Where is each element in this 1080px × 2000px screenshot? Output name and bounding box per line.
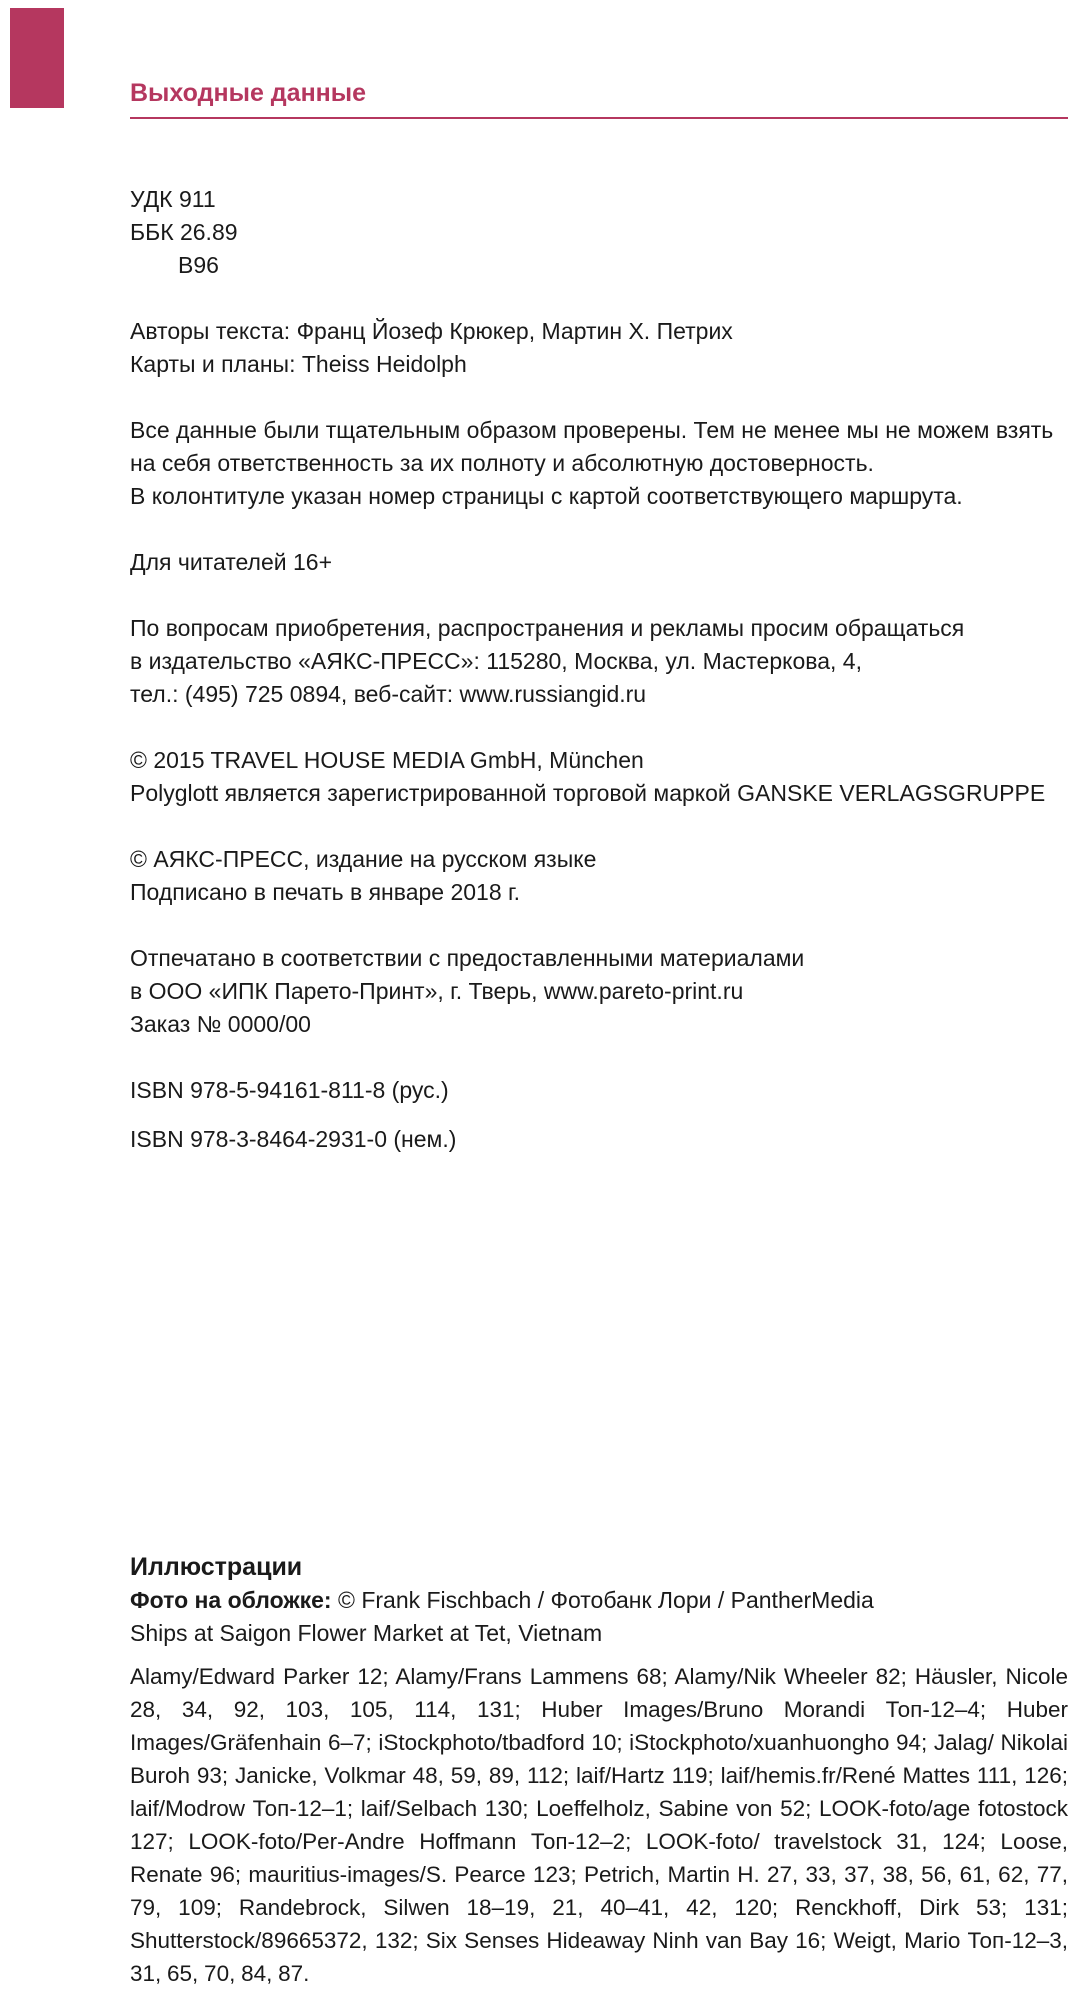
page-title: Выходные данные [130, 79, 367, 107]
cover-photo-line [130, 1584, 1068, 1617]
maps-credit-line: Карты и планы: Theiss Heidolph [130, 351, 467, 377]
page-header [130, 78, 1068, 119]
isbn-russian: ISBN 978-5-94161-811-8 (рус.) [130, 1077, 449, 1103]
isbn-german: ISBN 978-3-8464-2931-0 (нем.) [130, 1126, 457, 1152]
copyright-russian-line-1: © АЯКС-ПРЕСС, издание на русском языке [130, 846, 597, 872]
cover-photo-credit: © Frank Fischbach / Фотобанк Лори / PantherMedia [331, 1587, 874, 1613]
contacts-line-2: в издательство «АЯКС-ПРЕСС»: 115280, Москва, ул. Мастеркова, 4, [130, 648, 862, 674]
cover-photo-caption: Ships at Saigon Flower Market at Tet, Vietnam [130, 1620, 603, 1646]
cover-photo-label: Фото на обложке: [130, 1587, 332, 1613]
printing-line-1: Отпечатано в соответствии с предоставленными материалами [130, 945, 805, 971]
contacts-line-3: тел.: (495) 725 0894, веб-сайт: www.russiangid.ru [130, 681, 647, 707]
copyright-russian-line-2: Подписано в печать в январе 2018 г. [130, 879, 521, 905]
photo-credits: Alamy/Edward Parker 12; Alamy/Frans Lammens 68; Alamy/Nik Wheeler 82; Häusler, Nicole 28, 34, 92, 103, 105, 114, 131; Huber Images/Bruno Morandi Топ-12–4; Huber Images/Gräfenhain 6–7; iStockphoto/tbadford 10; iStockphoto/xuanhuongho 94; Jalag/ Nikolai Buroh 93; Janicke, Volkmar 48, 59, 89, 112; laif/Hartz 119; laif/hemis.fr/René Mattes 111, 126; laif/Modrow Топ-12–1; laif/Selbach 130; Loeffelholz, Sabine von 52; LOOK-foto/age fotostock 127; LOOK-foto/Per-Andre Hoffmann Топ-12–2; LOOK-foto/ travelstock 31, 124; Loose, Renate 96; mauritius-images/S. Pearce 123; Petrich, Martin H. 27, 33, 37, 38, 56, 61, 62, 77, 79, 109; Randebrock, Silwen 18–19, 21, 40–41, 42, 120; Renckhoff, Dirk 53; 131; Shutterstock/89665372, 132; Six Senses Hideaway Ninh van Bay 16; Weigt, Mario Топ-12–3, 31, 65, 70, 84, 87. [130, 1664, 1068, 1986]
disclaimer-line-3: В колонтитуле указан номер страницы с картой соответствующего маршрута. [130, 483, 963, 509]
order-number-line: Заказ № 0000/00 [130, 1011, 311, 1037]
corner-accent-block [10, 8, 64, 108]
imprint-body [130, 183, 1068, 1156]
illustrations-title: Иллюстрации [130, 1553, 303, 1581]
illustrations-section [130, 1550, 1068, 1990]
contacts-line-1: По вопросам приобретения, распространения и рекламы просим обращаться [130, 615, 965, 641]
printing-line-2: в ООО «ИПК Парето-Принт», г. Тверь, www.pareto-print.ru [130, 978, 744, 1004]
bbk-line: ББК 26.89 [130, 219, 238, 245]
age-rating: Для читателей 16+ [130, 549, 333, 575]
text-authors-line: Авторы текста: Франц Йозеф Крюкер, Мартин Х. Петрих [130, 318, 733, 344]
copyright-original-line-2: Polyglott является зарегистрированной торговой маркой GANSKE VERLAGSGRUPPE [130, 780, 1046, 806]
author-code-line: В96 [178, 252, 219, 278]
disclaimer-line-1: Все данные были тщательным образом проверены. Тем не менее мы не можем взять [130, 417, 1054, 443]
disclaimer-line-2: на себя ответственность за их полноту и абсолютную достоверность. [130, 450, 874, 476]
udk-line: УДК 911 [130, 186, 216, 212]
copyright-original-line-1: © 2015 TRAVEL HOUSE MEDIA GmbH, München [130, 747, 644, 773]
